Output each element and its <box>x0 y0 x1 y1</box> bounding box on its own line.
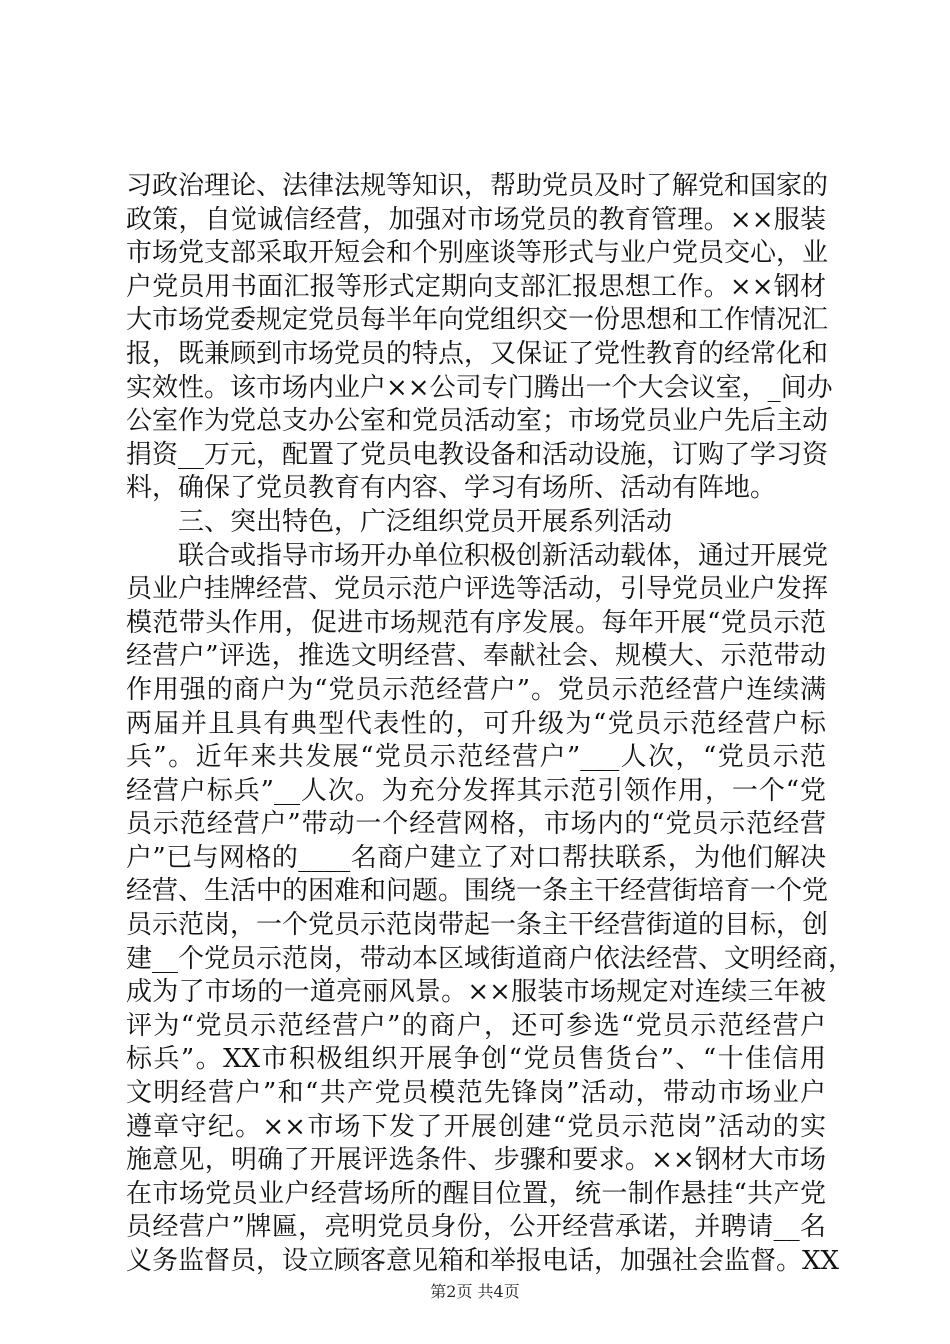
paragraph-first-line: 联合或指导市场开办单位积极创新活动载体，通过开展党 <box>178 540 829 571</box>
text-line: 义务监督员，设立顾客意见箱和举报电话，加强社会监督。XX <box>126 1246 840 1276</box>
text-line: 员示范经营户”带动一个经营网格，市场内的“党员示范经营 <box>126 809 826 840</box>
text-line: 员示范岗，一个党员示范岗带起一条主干经营街道的目标，创 <box>126 910 829 941</box>
text-line: 遵章守纪。××市场下发了开展创建“党员示范岗”活动的实 <box>126 1111 826 1142</box>
text-line: 建__个党员示范岗，带动本区域街道商户依法经营、文明经商， <box>126 943 855 974</box>
text-line: 政策，自觉诚信经营，加强对市场党员的教育管理。××服装 <box>126 204 826 235</box>
text-line: 文明经营户”和“共产党员模范先锋岗”活动，带动市场业户 <box>126 1078 826 1109</box>
text-line: 户”已与网格的____名商户建立了对口帮扶联系，为他们解决 <box>126 842 826 873</box>
body-text <box>126 170 855 1279</box>
text-line: 报，既兼顾到市场党员的特点，又保证了党性教育的经常化和 <box>126 338 829 369</box>
text-line: 公室作为党总支办公室和党员活动室；市场党员业户先后主动 <box>126 406 829 437</box>
text-line: 捐资__万元，配置了党员电教设备和活动设施，订购了学习资 <box>126 439 829 470</box>
text-line: 经营、生活中的困难和问题。围绕一条主干经营街培育一个党 <box>126 876 829 907</box>
text-line: 作用强的商户为“党员示范经营户”。党员示范经营户连续满 <box>126 674 826 705</box>
text-line: 模范带头作用，促进市场规范有序发展。每年开展“党员示范 <box>126 607 826 638</box>
text-line: 标兵”。XX市积极组织开展争创“党员售货台”、“十佳信用 <box>126 1044 826 1075</box>
page-footer: 第2页 共4页 <box>430 1282 520 1301</box>
text-line: 员经营户”牌匾，亮明党员身份，公开经营承诺，并聘请__名 <box>126 1212 826 1243</box>
text-line: 实效性。该市场内业户××公司专门腾出一个大会议室，_间办 <box>126 372 833 403</box>
text-line: 评为“党员示范经营户”的商户，还可参选“党员示范经营户 <box>126 1010 826 1041</box>
text-line: 大市场党委规定党员每半年向党组织交一份思想和工作情况汇 <box>126 305 829 336</box>
paragraph-end-line: 料，确保了党员教育有内容、学习有场所、活动有阵地。 <box>126 473 777 504</box>
text-line: 经营户标兵”__人次。为充分发挥其示范引领作用，一个“党 <box>126 775 826 806</box>
text-line: 市场党支部采取开短会和个别座谈等形式与业户党员交心，业 <box>126 238 829 269</box>
text-line: 习政治理论、法律法规等知识，帮助党员及时了解党和国家的 <box>126 171 829 201</box>
text-line: 兵”。近年来共发展“党员示范经营户”___人次，“党员示范 <box>126 742 826 773</box>
text-line: 经营户”评选，推选文明经营、奉献社会、规模大、示范带动 <box>126 641 826 672</box>
text-line: 户党员用书面汇报等形式定期向支部汇报思想工作。××钢材 <box>126 271 826 302</box>
text-line: 两届并且具有典型代表性的，可升级为“党员示范经营户标 <box>126 708 826 739</box>
text-line: 在市场党员业户经营场所的醒目位置，统一制作悬挂“共产党 <box>126 1178 826 1209</box>
text-line: 成为了市场的一道亮丽风景。××服装市场规定对连续三年被 <box>126 977 826 1008</box>
text-line: 员业户挂牌经营、党员示范户评选等活动，引导党员业户发挥 <box>126 574 829 605</box>
text-line: 施意见，明确了开展评选条件、步骤和要求。××钢材大市场 <box>126 1145 826 1176</box>
section-heading: 三、突出特色，广泛组织党员开展系列活动 <box>178 506 673 537</box>
